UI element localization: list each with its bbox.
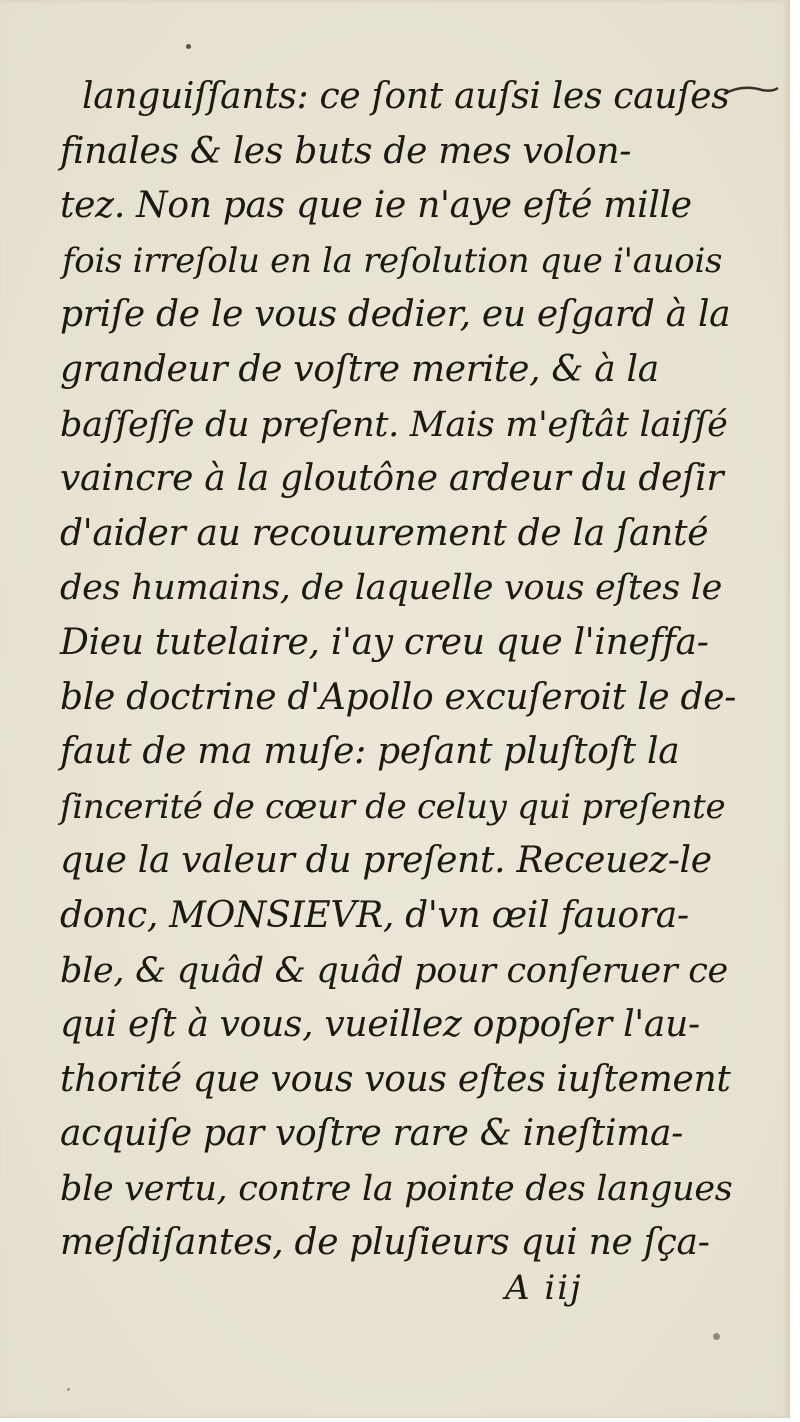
text-line: donc, MONSIEVR, d'vn œil fauora- [60,894,689,936]
text-line: ble doctrine d'Apollo excuſeroit le de- [60,676,737,718]
signature-mark: A iij [505,1268,583,1308]
text-line: fois irreſolu en la reſolution que i'auois [62,240,723,281]
text-line: d'aider au recouurement de la ſanté [60,512,709,554]
text-line: grandeur de voſtre merite, & à la [60,348,659,390]
body-text [60,70,737,1271]
ink-speck [713,1333,720,1340]
text-line: ſincerité de cœur de celuy qui preſente [60,786,726,827]
text-line: faut de ma muſe: peſant pluſtoſt la [60,731,680,773]
text-line: acquiſe par voſtre rare & ineſtima- [60,1113,684,1155]
text-line: baſſeſſe du preſent. Mais m'eſtât laiſſé [60,404,728,445]
text-line: ble vertu, contre la pointe des langues [60,1168,733,1209]
text-line: ble, & quâd & quâd pour conſeruer ce [60,950,728,991]
text-line: thorité que vous vous eſtes iuſtement [60,1058,731,1100]
ink-speck [67,1388,70,1391]
margin-mark-icon [722,84,782,98]
text-line: finales & les buts de mes volon- [60,130,632,172]
text-line: Dieu tutelaire, i'ay creu que l'ineffa- [60,621,709,663]
text-line: qui eſt à vous, vueillez oppoſer l'au- [60,1004,700,1046]
text-line: vaincre à la gloutône ardeur du deſir [60,458,724,500]
text-line: tez. Non pas que ie n'aye eſté mille [60,185,692,227]
text-line: que la valeur du preſent. Receuez-le [60,840,712,882]
text-line: priſe de le vous dedier, eu eſgard à la [60,294,731,336]
text-line: languiſſants: ce ſont auſsi les cauſes [82,76,730,117]
ink-speck [186,44,191,49]
text-line: des humains, de laquelle vous eſtes le [60,568,722,609]
text-line: meſdiſantes, de pluſieurs qui ne ſça- [60,1222,710,1264]
